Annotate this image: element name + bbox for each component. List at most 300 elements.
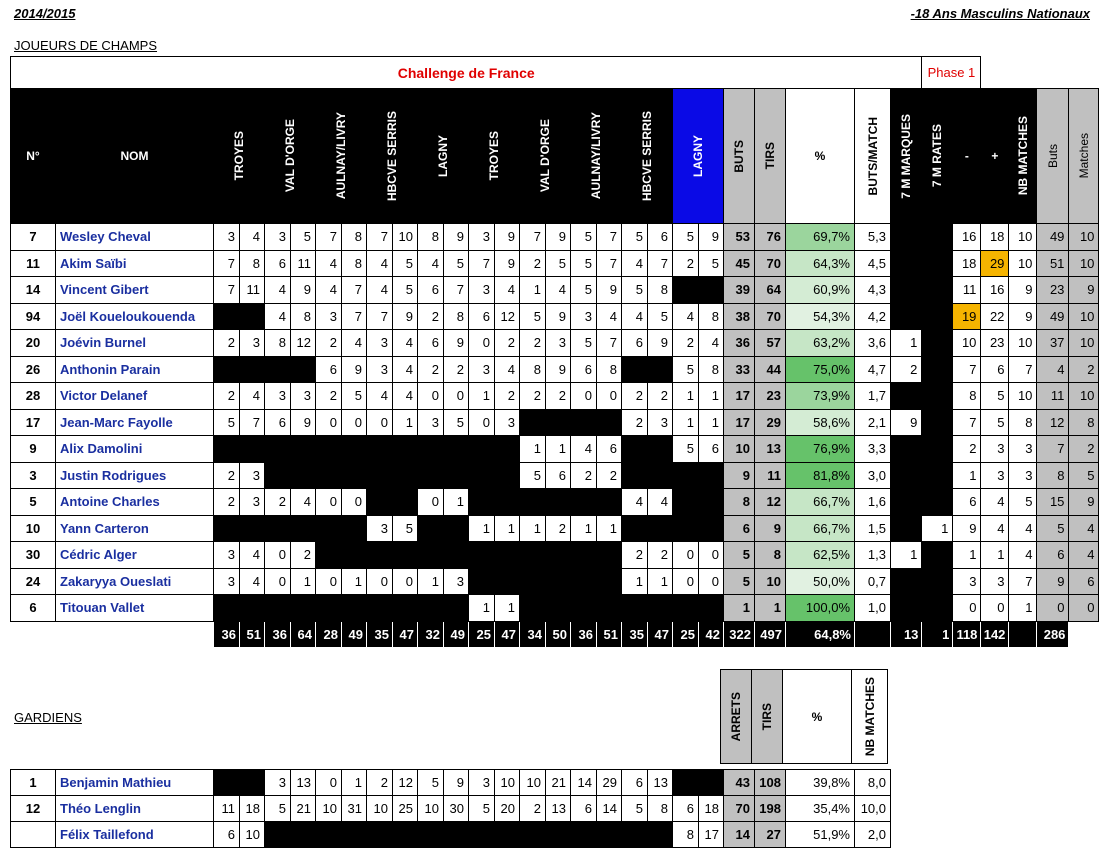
match-absent — [418, 542, 444, 569]
player-7m-rates: 1 — [922, 515, 953, 542]
match-goals: 4 — [622, 250, 648, 277]
player-plus: 6 — [981, 356, 1009, 383]
player-plus: 1 — [981, 542, 1009, 569]
player-buts: 17 — [724, 383, 755, 410]
player-buts: 8 — [724, 489, 755, 516]
match-shots: 9 — [648, 330, 673, 357]
match-goals: 0 — [316, 568, 342, 595]
match-shots: 4 — [240, 542, 265, 569]
match-goals: 6 — [265, 250, 291, 277]
match-absent — [240, 595, 265, 622]
match-goals: 3 — [469, 224, 495, 251]
match-goals: 4 — [367, 250, 393, 277]
goalie-name: Benjamin Mathieu — [56, 770, 214, 796]
total-7m-marques: 13 — [891, 621, 922, 647]
match-absent — [469, 489, 495, 516]
match-goals: 0 — [316, 409, 342, 436]
goalie-number: 1 — [11, 770, 56, 796]
match-absent — [673, 489, 699, 516]
match-shots: 1 — [291, 568, 316, 595]
match-absent — [469, 436, 495, 463]
match-shots: 0 — [342, 409, 367, 436]
match-absent — [571, 542, 597, 569]
goalie-pct: 39,8% — [786, 770, 855, 796]
match-absent — [673, 770, 699, 796]
match-absent — [673, 595, 699, 622]
match-absent — [316, 436, 342, 463]
match-shots: 5 — [393, 250, 418, 277]
match-absent — [699, 277, 724, 304]
match-shots: 4 — [240, 383, 265, 410]
player-matches-2: 10 — [1069, 383, 1099, 410]
player-buts-per-match: 1,7 — [855, 383, 891, 410]
match-absent — [418, 515, 444, 542]
match-absent — [520, 409, 546, 436]
player-buts: 10 — [724, 436, 755, 463]
player-matches-2: 4 — [1069, 515, 1099, 542]
match-shots: 2 — [495, 330, 520, 357]
field-players-table — [10, 56, 1099, 648]
total-goals: 25 — [469, 621, 495, 647]
match-absent — [214, 303, 240, 330]
player-number: 9 — [11, 436, 56, 463]
player-7m-marques-empty — [891, 436, 922, 463]
match-goals: 1 — [520, 436, 546, 463]
player-buts-per-match: 4,5 — [855, 250, 891, 277]
match-absent — [495, 822, 520, 848]
player-buts-2: 6 — [1037, 542, 1069, 569]
goalie-match-shots: 21 — [546, 770, 571, 796]
match-absent — [444, 515, 469, 542]
player-minus: 9 — [953, 515, 981, 542]
match-goals: 4 — [418, 250, 444, 277]
total-goals: 32 — [418, 621, 444, 647]
match-shots: 5 — [648, 303, 673, 330]
player-buts-per-match: 1,6 — [855, 489, 891, 516]
match-goals: 3 — [367, 515, 393, 542]
match-shots: 7 — [597, 250, 622, 277]
match-absent — [265, 462, 291, 489]
match-goals: 0 — [316, 489, 342, 516]
match-shots: 4 — [393, 356, 418, 383]
match-goals: 4 — [673, 303, 699, 330]
match-goals: 6 — [265, 409, 291, 436]
match-absent — [571, 409, 597, 436]
player-7m-marques-empty — [891, 277, 922, 304]
match-shots: 6 — [699, 436, 724, 463]
totals-spacer — [56, 621, 214, 647]
match-absent — [495, 542, 520, 569]
match-goals: 5 — [673, 356, 699, 383]
match-shots: 9 — [546, 224, 571, 251]
col-header-goalie-tirs: TIRS — [752, 670, 783, 764]
player-buts-2: 5 — [1037, 515, 1069, 542]
match-goals: 5 — [673, 224, 699, 251]
player-buts-2: 23 — [1037, 277, 1069, 304]
match-shots: 4 — [597, 303, 622, 330]
player-minus: 1 — [953, 462, 981, 489]
match-shots: 1 — [597, 515, 622, 542]
match-goals: 1 — [469, 595, 495, 622]
match-shots: 8 — [291, 303, 316, 330]
player-matches-2: 8 — [1069, 409, 1099, 436]
match-goals: 5 — [571, 224, 597, 251]
match-shots: 11 — [291, 250, 316, 277]
player-pct: 58,6% — [786, 409, 855, 436]
goalie-row — [11, 796, 891, 822]
match-absent — [214, 515, 240, 542]
goalie-match-saves: 5 — [418, 770, 444, 796]
match-absent — [673, 462, 699, 489]
player-nb-matches: 10 — [1009, 330, 1037, 357]
total-shots: 49 — [342, 621, 367, 647]
match-goals: 5 — [520, 462, 546, 489]
match-absent — [240, 356, 265, 383]
match-absent — [469, 822, 495, 848]
player-tirs: 11 — [755, 462, 786, 489]
player-row — [11, 595, 1099, 622]
match-shots: 4 — [240, 224, 265, 251]
goalie-match-saves: 10 — [520, 770, 546, 796]
goalie-row — [11, 822, 891, 848]
match-goals: 1 — [673, 383, 699, 410]
match-absent — [393, 595, 418, 622]
total-shots: 42 — [699, 621, 724, 647]
match-goals: 4 — [622, 303, 648, 330]
player-nb-matches: 1 — [1009, 595, 1037, 622]
player-name: Wesley Cheval — [56, 224, 214, 251]
player-nb-matches: 8 — [1009, 409, 1037, 436]
match-absent — [240, 303, 265, 330]
match-goals: 8 — [265, 330, 291, 357]
goalie-match-saves: 6 — [214, 822, 240, 848]
match-absent — [367, 462, 393, 489]
match-shots: 7 — [444, 277, 469, 304]
player-number: 11 — [11, 250, 56, 277]
match-shots: 9 — [393, 303, 418, 330]
col-header-team-4: HBCVE SERRIS — [367, 89, 418, 224]
match-shots: 0 — [342, 489, 367, 516]
player-plus: 0 — [981, 595, 1009, 622]
player-pct: 73,9% — [786, 383, 855, 410]
player-nb-matches: 10 — [1009, 383, 1037, 410]
col-header-nb-matches: NB MATCHES — [1009, 89, 1037, 224]
match-shots: 2 — [444, 356, 469, 383]
match-goals: 2 — [622, 409, 648, 436]
match-absent — [418, 822, 444, 848]
player-buts: 9 — [724, 462, 755, 489]
match-absent — [622, 356, 648, 383]
match-shots: 9 — [699, 224, 724, 251]
goalie-match-saves: 3 — [265, 770, 291, 796]
match-goals: 1 — [622, 568, 648, 595]
match-goals: 3 — [265, 383, 291, 410]
match-goals: 5 — [214, 409, 240, 436]
player-row — [11, 462, 1099, 489]
player-buts-2: 4 — [1037, 356, 1069, 383]
match-goals: 7 — [367, 303, 393, 330]
goalie-match-saves: 11 — [214, 796, 240, 822]
match-shots: 2 — [648, 542, 673, 569]
player-7m-marques: 1 — [891, 542, 922, 569]
match-goals: 3 — [265, 224, 291, 251]
player-minus: 19 — [953, 303, 981, 330]
match-absent — [520, 542, 546, 569]
match-shots: 9 — [342, 356, 367, 383]
player-name: Cédric Alger — [56, 542, 214, 569]
totals-spacer — [11, 621, 56, 647]
goalie-match-shots: 14 — [597, 796, 622, 822]
match-absent — [571, 822, 597, 848]
match-absent — [546, 542, 571, 569]
match-goals: 4 — [316, 277, 342, 304]
match-shots: 8 — [240, 250, 265, 277]
player-pct: 50,0% — [786, 568, 855, 595]
match-absent — [597, 595, 622, 622]
goalie-arrets: 43 — [724, 770, 755, 796]
match-goals: 8 — [418, 224, 444, 251]
match-shots: 0 — [699, 568, 724, 595]
total-goals: 35 — [622, 621, 648, 647]
match-shots: 7 — [648, 250, 673, 277]
match-absent — [622, 515, 648, 542]
match-goals: 2 — [571, 462, 597, 489]
match-shots: 8 — [597, 356, 622, 383]
player-name: Akim Saïbi — [56, 250, 214, 277]
match-absent — [648, 356, 673, 383]
match-shots: 1 — [393, 409, 418, 436]
match-goals: 7 — [214, 277, 240, 304]
match-shots: 9 — [291, 409, 316, 436]
match-goals: 3 — [214, 224, 240, 251]
match-absent — [316, 515, 342, 542]
match-shots: 8 — [342, 224, 367, 251]
goalie-match-saves: 8 — [673, 822, 699, 848]
match-goals: 1 — [673, 409, 699, 436]
col-header-plus: + — [981, 89, 1009, 224]
col-header-team-7: VAL D'ORGE — [520, 89, 571, 224]
match-absent — [699, 595, 724, 622]
player-matches-2: 2 — [1069, 356, 1099, 383]
col-header-buts: BUTS — [724, 89, 755, 224]
player-tirs: 13 — [755, 436, 786, 463]
match-absent — [469, 568, 495, 595]
match-goals: 1 — [520, 277, 546, 304]
goalie-match-saves: 10 — [367, 796, 393, 822]
total-goals: 36 — [214, 621, 240, 647]
match-shots: 8 — [648, 277, 673, 304]
match-absent — [367, 595, 393, 622]
total-plus: 142 — [981, 621, 1009, 647]
player-name: Alix Damolini — [56, 436, 214, 463]
goalie-match-saves: 6 — [673, 796, 699, 822]
match-shots: 1 — [495, 595, 520, 622]
total-goals: 35 — [367, 621, 393, 647]
player-7m-rates-empty — [922, 356, 953, 383]
match-shots: 1 — [648, 568, 673, 595]
match-goals: 0 — [571, 383, 597, 410]
player-name: Justin Rodrigues — [56, 462, 214, 489]
match-shots: 2 — [546, 383, 571, 410]
player-7m-marques-empty — [891, 462, 922, 489]
match-shots: 1 — [546, 436, 571, 463]
match-absent — [469, 542, 495, 569]
match-goals: 4 — [265, 277, 291, 304]
player-pct: 76,9% — [786, 436, 855, 463]
match-shots: 3 — [546, 330, 571, 357]
match-absent — [316, 822, 342, 848]
player-number: 28 — [11, 383, 56, 410]
player-plus: 5 — [981, 409, 1009, 436]
match-absent — [291, 822, 316, 848]
match-shots: 4 — [495, 356, 520, 383]
match-absent — [699, 489, 724, 516]
match-absent — [214, 436, 240, 463]
match-shots: 3 — [444, 568, 469, 595]
col-header-arrets: ARRETS — [721, 670, 752, 764]
player-7m-marques-empty — [891, 224, 922, 251]
match-absent — [622, 436, 648, 463]
match-absent — [291, 595, 316, 622]
player-7m-marques-empty — [891, 489, 922, 516]
field-players-section-title: JOUEURS DE CHAMPS — [14, 38, 158, 53]
goalie-match-shots: 1 — [342, 770, 367, 796]
goalie-tirs: 198 — [755, 796, 786, 822]
match-goals: 2 — [214, 489, 240, 516]
col-header-team-3: AULNAY/LIVRY — [316, 89, 367, 224]
player-buts: 5 — [724, 542, 755, 569]
match-shots: 5 — [342, 383, 367, 410]
match-goals: 6 — [418, 277, 444, 304]
player-nb-matches: 7 — [1009, 568, 1037, 595]
match-absent — [240, 436, 265, 463]
goalie-match-shots: 18 — [699, 796, 724, 822]
player-7m-rates-empty — [922, 277, 953, 304]
player-matches-2: 10 — [1069, 250, 1099, 277]
player-name: Jean-Marc Fayolle — [56, 409, 214, 436]
match-shots: 9 — [597, 277, 622, 304]
player-7m-marques-empty — [891, 250, 922, 277]
match-goals: 6 — [418, 330, 444, 357]
player-minus: 2 — [953, 436, 981, 463]
player-minus: 0 — [953, 595, 981, 622]
col-header-goalie-nb-matches: NB MATCHES — [852, 670, 888, 764]
player-nb-matches: 4 — [1009, 515, 1037, 542]
match-goals: 6 — [469, 303, 495, 330]
match-absent — [342, 542, 367, 569]
goalie-match-shots: 29 — [597, 770, 622, 796]
match-shots: 4 — [393, 383, 418, 410]
goalie-match-shots: 18 — [240, 796, 265, 822]
match-shots: 7 — [597, 224, 622, 251]
player-matches-2: 4 — [1069, 542, 1099, 569]
player-nb-matches: 9 — [1009, 277, 1037, 304]
match-goals: 2 — [673, 330, 699, 357]
match-goals: 0 — [367, 409, 393, 436]
player-plus: 3 — [981, 436, 1009, 463]
match-shots: 1 — [699, 383, 724, 410]
match-absent — [393, 822, 418, 848]
category-label: -18 Ans Masculins Nationaux — [910, 6, 1090, 21]
match-goals: 3 — [469, 277, 495, 304]
match-shots: 5 — [393, 277, 418, 304]
match-goals: 4 — [622, 489, 648, 516]
player-tirs: 8 — [755, 542, 786, 569]
player-buts: 6 — [724, 515, 755, 542]
match-goals: 0 — [469, 330, 495, 357]
player-buts-2: 37 — [1037, 330, 1069, 357]
match-absent — [342, 436, 367, 463]
goalie-match-shots: 20 — [495, 796, 520, 822]
player-minus: 16 — [953, 224, 981, 251]
match-shots: 12 — [291, 330, 316, 357]
match-shots: 5 — [546, 250, 571, 277]
match-absent — [495, 436, 520, 463]
match-goals: 4 — [316, 250, 342, 277]
goalie-tirs: 108 — [755, 770, 786, 796]
match-absent — [342, 515, 367, 542]
total-shots: 47 — [648, 621, 673, 647]
match-absent — [367, 542, 393, 569]
player-buts-2: 49 — [1037, 224, 1069, 251]
player-name: Joël Koueloukouenda — [56, 303, 214, 330]
player-tirs: 44 — [755, 356, 786, 383]
player-row — [11, 303, 1099, 330]
player-plus: 23 — [981, 330, 1009, 357]
player-tirs: 64 — [755, 277, 786, 304]
match-goals: 0 — [673, 568, 699, 595]
player-row — [11, 515, 1099, 542]
player-7m-marques-empty — [891, 303, 922, 330]
player-buts: 39 — [724, 277, 755, 304]
player-7m-rates-empty — [922, 462, 953, 489]
player-pct: 64,3% — [786, 250, 855, 277]
player-number: 6 — [11, 595, 56, 622]
match-goals: 5 — [673, 436, 699, 463]
player-buts: 1 — [724, 595, 755, 622]
match-goals: 2 — [520, 250, 546, 277]
match-shots: 9 — [495, 250, 520, 277]
total-shots: 50 — [546, 621, 571, 647]
player-buts-2: 12 — [1037, 409, 1069, 436]
goalie-match-saves: 6 — [622, 770, 648, 796]
col-header-goalie-pct: % — [783, 670, 852, 764]
player-row — [11, 436, 1099, 463]
match-goals: 2 — [214, 330, 240, 357]
player-row — [11, 330, 1099, 357]
match-absent — [342, 462, 367, 489]
player-buts: 53 — [724, 224, 755, 251]
goalie-match-shots: 17 — [699, 822, 724, 848]
player-buts-per-match: 3,6 — [855, 330, 891, 357]
match-goals: 6 — [571, 356, 597, 383]
player-buts-per-match: 3,3 — [855, 436, 891, 463]
goalies-table — [10, 769, 891, 848]
match-shots: 1 — [495, 515, 520, 542]
player-row — [11, 383, 1099, 410]
match-absent — [520, 568, 546, 595]
player-minus: 1 — [953, 542, 981, 569]
player-nb-matches: 3 — [1009, 436, 1037, 463]
goalie-match-shots: 13 — [546, 796, 571, 822]
match-goals: 3 — [367, 330, 393, 357]
match-shots: 0 — [699, 542, 724, 569]
player-7m-rates-empty — [922, 568, 953, 595]
match-absent — [495, 489, 520, 516]
player-nb-matches: 5 — [1009, 489, 1037, 516]
match-absent — [699, 462, 724, 489]
match-absent — [648, 822, 673, 848]
